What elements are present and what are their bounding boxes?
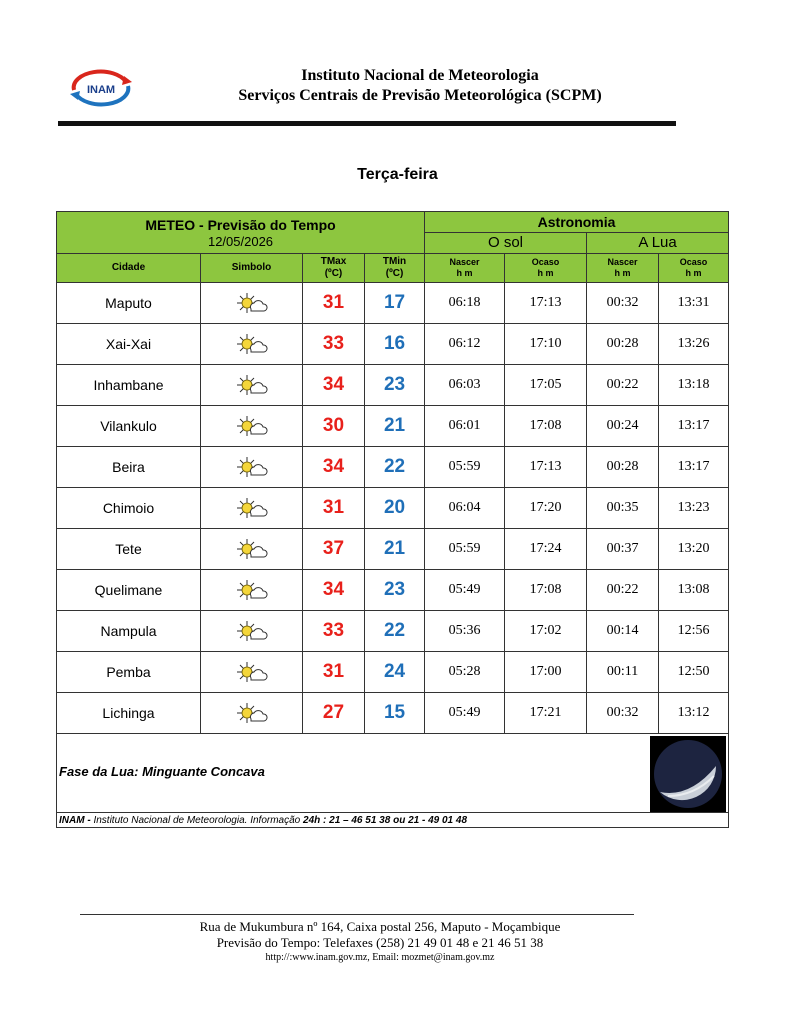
footer-web-email[interactable]: http://:www.inam.gov.mz, Email: mozmet@inam.gov.mz (265, 952, 495, 963)
col-symbol-header: Simbolo (201, 254, 303, 283)
moon-rise-value: 00:28 (587, 447, 659, 488)
partly-sunny-icon (235, 579, 269, 601)
weather-symbol-cell (201, 283, 303, 324)
tmax-value: 30 (303, 406, 365, 447)
moon-set-value: 13:20 (659, 529, 729, 570)
tmax-value: 34 (303, 365, 365, 406)
partly-sunny-icon (235, 661, 269, 683)
sun-set-value: 17:13 (505, 283, 587, 324)
moon-rise-unit: h m (614, 268, 631, 278)
weather-symbol-cell (201, 406, 303, 447)
table-row (57, 611, 729, 652)
sun-rise-value: 05:28 (425, 652, 505, 693)
partly-sunny-icon (235, 456, 269, 478)
tmin-value: 15 (365, 693, 425, 734)
tmin-value: 21 (365, 529, 425, 570)
moon-set-value: 12:56 (659, 611, 729, 652)
logo-text: INAM (86, 84, 116, 96)
info-text: Instituto Nacional de Meteorologia. Informação (90, 814, 304, 826)
tmin-value: 24 (365, 652, 425, 693)
moon-set-unit: h m (685, 268, 702, 278)
table-row (57, 283, 729, 324)
tmin-value: 23 (365, 570, 425, 611)
tmax-label: TMax (320, 256, 347, 267)
city-name: Vilankulo (57, 406, 201, 447)
moon-set-value: 13:12 (659, 693, 729, 734)
document-header (60, 60, 680, 120)
col-tmax-header (303, 254, 365, 283)
col-sun-set-header (505, 254, 587, 283)
sun-set-value: 17:08 (505, 406, 587, 447)
moon-set-label: Ocaso (679, 257, 708, 267)
tmin-value: 22 (365, 611, 425, 652)
table-row (57, 365, 729, 406)
sun-rise-unit: h m (456, 268, 473, 278)
tmax-value: 34 (303, 570, 365, 611)
tmin-label: TMin (382, 256, 407, 267)
city-name: Inhambane (57, 365, 201, 406)
weather-symbol-cell (201, 693, 303, 734)
header-titles (160, 66, 680, 106)
table-row (57, 488, 729, 529)
table-row (57, 693, 729, 734)
sun-rise-value: 05:49 (425, 693, 505, 734)
moon-rise-value: 00:35 (587, 488, 659, 529)
moon-set-value: 13:23 (659, 488, 729, 529)
city-name: Nampula (57, 611, 201, 652)
weather-symbol-cell (201, 488, 303, 529)
sun-rise-value: 06:04 (425, 488, 505, 529)
meteo-header (57, 212, 425, 254)
tmax-value: 33 (303, 611, 365, 652)
tmax-value: 31 (303, 488, 365, 529)
moon-rise-value: 00:22 (587, 365, 659, 406)
moon-header: A Lua (587, 233, 729, 254)
table-row (57, 447, 729, 488)
moon-rise-value: 00:37 (587, 529, 659, 570)
partly-sunny-icon (235, 702, 269, 724)
weather-symbol-cell (201, 529, 303, 570)
sun-set-value: 17:20 (505, 488, 587, 529)
moon-rise-value: 00:28 (587, 324, 659, 365)
partly-sunny-icon (235, 497, 269, 519)
info-phone: 24h : 21 – 46 51 38 ou 21 - 49 01 48 (303, 814, 468, 826)
sun-set-value: 17:00 (505, 652, 587, 693)
sun-set-value: 17:10 (505, 324, 587, 365)
city-name: Chimoio (57, 488, 201, 529)
tmin-value: 20 (365, 488, 425, 529)
astronomy-header: Astronomia (425, 212, 729, 233)
sun-set-value: 17:21 (505, 693, 587, 734)
tmax-value: 34 (303, 447, 365, 488)
moon-set-value: 13:18 (659, 365, 729, 406)
tmin-unit: (ºC) (385, 268, 404, 279)
tmin-value: 21 (365, 406, 425, 447)
sun-set-label: Ocaso (531, 257, 560, 267)
moon-phase-text: Fase da Lua: Minguante Concava (59, 764, 265, 779)
city-name: Xai-Xai (57, 324, 201, 365)
info-inam: INAM - (59, 814, 91, 826)
moon-set-value: 12:50 (659, 652, 729, 693)
moon-set-value: 13:26 (659, 324, 729, 365)
sun-set-value: 17:24 (505, 529, 587, 570)
moon-rise-value: 00:32 (587, 693, 659, 734)
weather-symbol-cell (201, 365, 303, 406)
inam-logo-icon (68, 68, 134, 108)
sun-rise-value: 05:59 (425, 529, 505, 570)
footer-address: Rua de Mukumbura nº 164, Caixa postal 256, Maputo - Moçambique (199, 919, 561, 934)
partly-sunny-icon (235, 538, 269, 560)
partly-sunny-icon (235, 415, 269, 437)
moon-set-value: 13:08 (659, 570, 729, 611)
table-row (57, 529, 729, 570)
sun-rise-value: 05:59 (425, 447, 505, 488)
tmin-value: 17 (365, 283, 425, 324)
moon-set-value: 13:31 (659, 283, 729, 324)
moon-rise-value: 00:32 (587, 283, 659, 324)
waning-crescent-moon-icon (650, 736, 726, 812)
moon-rise-label: Nascer (607, 257, 638, 267)
tmin-value: 16 (365, 324, 425, 365)
tmin-value: 22 (365, 447, 425, 488)
moon-rise-value: 00:22 (587, 570, 659, 611)
sun-set-value: 17:13 (505, 447, 587, 488)
footer-phone: Previsão do Tempo: Telefaxes (258) 21 49 01 48 e 21 46 51 38 (216, 935, 544, 950)
col-moon-set-header (659, 254, 729, 283)
sun-rise-value: 06:01 (425, 406, 505, 447)
city-name: Lichinga (57, 693, 201, 734)
moon-rise-value: 00:11 (587, 652, 659, 693)
table-row (57, 652, 729, 693)
city-name: Tete (57, 529, 201, 570)
moon-set-value: 13:17 (659, 447, 729, 488)
partly-sunny-icon (235, 374, 269, 396)
document-footer (80, 919, 680, 965)
sun-header: O sol (425, 233, 587, 254)
tmax-unit: (ºC) (324, 268, 343, 279)
sun-rise-label: Nascer (449, 257, 480, 267)
weather-symbol-cell (201, 611, 303, 652)
sun-rise-value: 05:49 (425, 570, 505, 611)
col-sun-rise-header (425, 254, 505, 283)
moon-rise-value: 00:24 (587, 406, 659, 447)
partly-sunny-icon (235, 620, 269, 642)
tmax-value: 33 (303, 324, 365, 365)
col-tmin-header (365, 254, 425, 283)
city-name: Maputo (57, 283, 201, 324)
sun-set-unit: h m (537, 268, 554, 278)
tmax-value: 37 (303, 529, 365, 570)
meteo-title: METEO - Previsão do Tempo (145, 216, 336, 233)
sun-rise-value: 06:03 (425, 365, 505, 406)
city-name: Quelimane (57, 570, 201, 611)
col-city-header: Cidade (57, 254, 201, 283)
weather-symbol-cell (201, 570, 303, 611)
table-row (57, 406, 729, 447)
moon-rise-value: 00:14 (587, 611, 659, 652)
city-name: Pemba (57, 652, 201, 693)
tmin-value: 23 (365, 365, 425, 406)
forecast-table (56, 211, 729, 828)
weather-symbol-cell (201, 652, 303, 693)
sun-set-value: 17:02 (505, 611, 587, 652)
tmax-value: 27 (303, 693, 365, 734)
partly-sunny-icon (235, 333, 269, 355)
header-title-2: Serviços Centrais de Previsão Meteorológica (SCPM) (238, 87, 602, 104)
weather-symbol-cell (201, 324, 303, 365)
city-name: Beira (57, 447, 201, 488)
table-row (57, 324, 729, 365)
info-line (57, 813, 729, 828)
table-row (57, 570, 729, 611)
sun-rise-value: 05:36 (425, 611, 505, 652)
col-moon-rise-header (587, 254, 659, 283)
footer-divider (80, 914, 634, 915)
header-divider (58, 121, 676, 126)
sun-set-value: 17:05 (505, 365, 587, 406)
sun-rise-value: 06:12 (425, 324, 505, 365)
tmax-value: 31 (303, 283, 365, 324)
sun-rise-value: 06:18 (425, 283, 505, 324)
weather-symbol-cell (201, 447, 303, 488)
header-title-1: Instituto Nacional de Meteorologia (301, 67, 539, 84)
moon-set-value: 13:17 (659, 406, 729, 447)
tmax-value: 31 (303, 652, 365, 693)
sun-set-value: 17:08 (505, 570, 587, 611)
forecast-date: 12/05/2026 (207, 233, 274, 249)
moon-phase-cell (57, 734, 729, 813)
partly-sunny-icon (235, 292, 269, 314)
day-of-week: Terça-feira (357, 166, 438, 183)
